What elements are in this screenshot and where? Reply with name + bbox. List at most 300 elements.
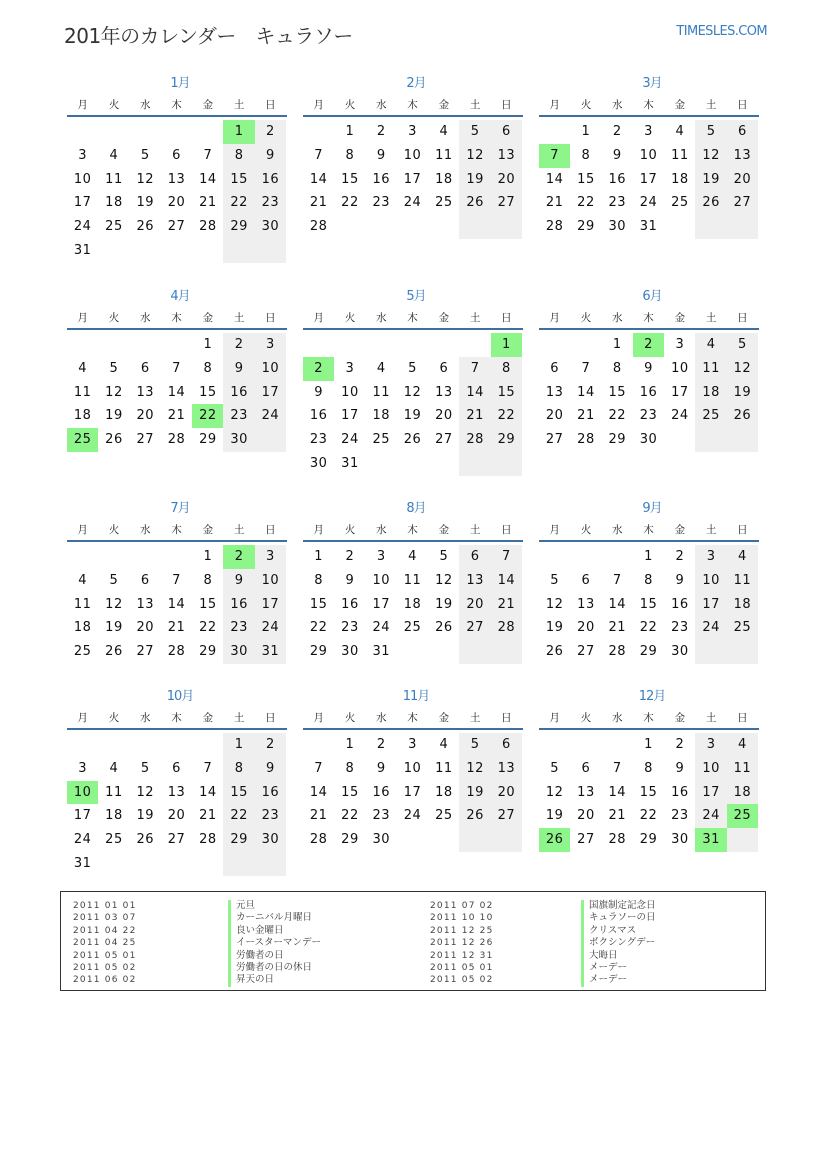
site-link[interactable]: TIMESLES.COM xyxy=(676,24,767,39)
day-cell: 28 xyxy=(309,832,328,848)
day-cell: 31 xyxy=(372,644,391,660)
weekday-label: 月 xyxy=(313,99,324,111)
month-title: 1月 xyxy=(170,76,190,91)
weekday-label: 木 xyxy=(407,712,418,724)
weekday-label: 月 xyxy=(77,524,88,536)
week-row xyxy=(303,120,525,144)
day-cell: 7 xyxy=(203,760,213,776)
day-cell: 16 xyxy=(255,168,286,192)
day-cell: 1 xyxy=(314,549,324,564)
week-row xyxy=(539,757,761,781)
empty-cell xyxy=(223,239,254,263)
day-cell: 27 xyxy=(459,616,490,640)
day-cell: 16 xyxy=(309,408,328,424)
day-cell: 21 xyxy=(199,808,217,824)
day-cell: 10 xyxy=(255,569,286,593)
day-cell: 2 xyxy=(223,333,254,357)
day-cell: 25 xyxy=(727,804,758,828)
day-cell: 30 xyxy=(639,432,658,448)
day-cell: 31 xyxy=(73,242,92,258)
weekday-label: 土 xyxy=(705,312,717,324)
weekday-label: 金 xyxy=(674,99,686,111)
day-cell: 31 xyxy=(73,855,92,871)
day-cell: 14 xyxy=(309,784,328,800)
empty-cell xyxy=(130,733,161,757)
day-cell: 6 xyxy=(459,545,490,569)
day-cell: 5 xyxy=(140,147,150,163)
day-cell: 12 xyxy=(545,784,564,800)
day-cell: 18 xyxy=(403,596,422,612)
week-row xyxy=(539,781,761,805)
header-rule xyxy=(303,115,523,117)
day-cell: 7 xyxy=(172,360,181,376)
day-cell: 15 xyxy=(223,168,254,192)
week-row xyxy=(539,191,761,215)
empty-cell xyxy=(223,852,254,876)
weekday-label: 火 xyxy=(580,312,592,324)
day-cell: 28 xyxy=(459,428,490,452)
week-row xyxy=(303,168,525,192)
day-cell: 11 xyxy=(105,784,123,800)
day-cell: 24 xyxy=(341,432,359,448)
day-cell: 8 xyxy=(581,147,591,163)
day-cell: 7 xyxy=(612,760,622,776)
weekday-label: 木 xyxy=(643,312,654,324)
weekday-label: 日 xyxy=(265,312,276,324)
day-cell: 3 xyxy=(408,737,417,752)
day-cell: 2 xyxy=(675,737,685,752)
day-cell: 1 xyxy=(203,337,213,352)
weekday-header xyxy=(67,708,289,728)
day-cell: 25 xyxy=(435,195,453,211)
empty-cell xyxy=(570,733,601,757)
day-cell: 26 xyxy=(545,644,564,660)
day-cell: 29 xyxy=(223,215,254,239)
weekday-label: 水 xyxy=(611,712,623,724)
day-cell: 12 xyxy=(136,784,155,800)
weekday-label: 水 xyxy=(611,312,623,324)
day-cell: 29 xyxy=(491,428,522,452)
day-cell: 26 xyxy=(105,644,123,660)
day-cell: 15 xyxy=(309,596,328,612)
empty-cell xyxy=(397,215,428,239)
day-cell: 3 xyxy=(376,549,386,564)
day-cell: 20 xyxy=(167,808,186,824)
day-cell: 2 xyxy=(376,124,386,139)
weekday-label: 日 xyxy=(265,524,276,536)
month-8 xyxy=(303,498,525,664)
day-cell: 23 xyxy=(341,620,359,636)
day-cell: 8 xyxy=(203,572,213,588)
holiday-date: 2011 12 31 xyxy=(430,950,494,961)
day-cell: 19 xyxy=(136,808,155,824)
empty-cell xyxy=(570,333,601,357)
day-cell: 18 xyxy=(727,781,758,805)
weekday-label: 月 xyxy=(77,99,88,111)
empty-cell xyxy=(67,733,98,757)
day-cell: 13 xyxy=(577,784,595,800)
day-cell: 1 xyxy=(612,337,622,352)
day-cell: 4 xyxy=(109,147,119,163)
day-cell: 2 xyxy=(612,124,622,139)
week-row xyxy=(67,569,289,593)
day-cell: 16 xyxy=(341,596,359,612)
weekday-label: 水 xyxy=(139,712,151,724)
empty-cell xyxy=(130,333,161,357)
week-row xyxy=(539,120,761,144)
day-cell: 12 xyxy=(105,596,123,612)
day-cell: 6 xyxy=(727,120,758,144)
day-cell: 26 xyxy=(136,219,155,235)
day-cell: 26 xyxy=(459,191,490,215)
week-row xyxy=(539,381,761,405)
week-row xyxy=(303,428,525,452)
empty-cell xyxy=(539,120,570,144)
header-rule xyxy=(539,728,759,730)
day-cell: 3 xyxy=(78,760,88,776)
weekday-label: 土 xyxy=(705,712,717,724)
week-row xyxy=(303,733,525,757)
holiday-date: 2011 01 01 xyxy=(73,901,137,911)
day-cell: 19 xyxy=(136,195,155,211)
day-cell: 30 xyxy=(309,455,328,471)
day-cell: 10 xyxy=(639,147,658,163)
empty-cell xyxy=(459,828,490,852)
day-cell: 11 xyxy=(435,147,453,163)
day-cell: 4 xyxy=(727,545,758,569)
empty-cell xyxy=(428,640,459,664)
holiday-date: 2011 05 02 xyxy=(430,975,494,986)
week-row xyxy=(303,593,525,617)
day-cell: 25 xyxy=(372,432,391,448)
day-cell: 17 xyxy=(73,808,92,824)
day-cell: 21 xyxy=(199,195,217,211)
empty-cell xyxy=(67,333,98,357)
day-cell: 17 xyxy=(255,381,286,405)
weekday-label: 土 xyxy=(705,99,717,111)
weekday-label: 日 xyxy=(737,99,748,111)
day-cell: 29 xyxy=(223,828,254,852)
header-rule xyxy=(539,328,759,330)
day-cell: 3 xyxy=(78,147,88,163)
holiday-list xyxy=(60,891,766,991)
day-cell: 15 xyxy=(491,381,522,405)
day-cell: 17 xyxy=(695,593,726,617)
day-cell: 10 xyxy=(255,357,286,381)
day-cell: 25 xyxy=(67,428,98,452)
day-cell: 1 xyxy=(644,737,653,752)
day-cell: 13 xyxy=(167,784,186,800)
weekday-label: 水 xyxy=(375,99,387,111)
weekday-label: 木 xyxy=(643,99,654,111)
weekday-label: 金 xyxy=(438,312,450,324)
weekday-label: 金 xyxy=(438,524,450,536)
weekday-label: 水 xyxy=(375,312,387,324)
holiday-date: 2011 10 10 xyxy=(430,913,494,924)
month-3 xyxy=(539,73,761,239)
empty-cell xyxy=(366,452,397,476)
day-cell: 3 xyxy=(695,545,726,569)
holiday-name: ボクシングデー xyxy=(581,937,655,950)
holiday-name: 昇天の日 xyxy=(228,974,274,987)
day-cell: 27 xyxy=(577,832,595,848)
day-cell: 18 xyxy=(105,195,123,211)
weekday-label: 木 xyxy=(407,312,418,324)
empty-cell xyxy=(192,120,223,144)
holiday-name: 大晦日 xyxy=(581,950,618,963)
day-cell: 10 xyxy=(67,781,98,805)
day-cell: 22 xyxy=(199,620,217,636)
empty-cell xyxy=(98,545,129,569)
empty-cell xyxy=(459,215,490,239)
weekday-label: 木 xyxy=(407,524,418,536)
day-cell: 30 xyxy=(671,832,689,848)
day-cell: 11 xyxy=(372,384,391,400)
header-rule xyxy=(303,728,523,730)
day-cell: 21 xyxy=(167,620,186,636)
day-cell: 20 xyxy=(727,168,758,192)
day-cell: 18 xyxy=(435,171,453,187)
weekday-header xyxy=(539,95,761,115)
week-row xyxy=(303,757,525,781)
day-cell: 4 xyxy=(78,572,88,588)
day-cell: 24 xyxy=(695,804,726,828)
day-cell: 31 xyxy=(695,828,726,852)
day-cell: 28 xyxy=(309,219,328,235)
day-cell: 17 xyxy=(403,784,422,800)
weekday-label: 日 xyxy=(737,312,748,324)
day-cell: 5 xyxy=(109,360,119,376)
day-cell: 4 xyxy=(376,360,386,376)
weekday-label: 金 xyxy=(202,99,214,111)
day-cell: 4 xyxy=(695,333,726,357)
empty-cell xyxy=(428,828,459,852)
day-cell: 8 xyxy=(314,572,324,588)
weekday-label: 木 xyxy=(643,712,654,724)
day-cell: 18 xyxy=(73,620,92,636)
holiday-date: 2011 12 26 xyxy=(430,938,494,949)
weekday-label: 火 xyxy=(344,99,356,111)
day-cell: 17 xyxy=(73,195,92,211)
day-cell: 9 xyxy=(612,147,622,163)
week-row xyxy=(303,616,525,640)
day-cell: 27 xyxy=(136,644,155,660)
holiday-date: 2011 03 07 xyxy=(73,913,137,924)
day-cell: 9 xyxy=(314,384,324,400)
day-cell: 28 xyxy=(545,219,564,235)
week-row xyxy=(303,144,525,168)
empty-cell xyxy=(695,640,726,664)
day-cell: 23 xyxy=(309,432,328,448)
day-cell: 24 xyxy=(73,219,92,235)
weekday-label: 月 xyxy=(549,524,560,536)
day-cell: 16 xyxy=(372,171,391,187)
month-title: 4月 xyxy=(170,289,190,304)
day-cell: 5 xyxy=(695,120,726,144)
weekday-label: 木 xyxy=(171,99,182,111)
week-row xyxy=(67,168,289,192)
empty-cell xyxy=(334,333,365,357)
day-cell: 2 xyxy=(345,549,355,564)
day-cell: 12 xyxy=(136,171,155,187)
weekday-label: 木 xyxy=(643,524,654,536)
day-cell: 17 xyxy=(671,384,689,400)
day-cell: 17 xyxy=(403,171,422,187)
day-cell: 7 xyxy=(459,357,490,381)
day-cell: 8 xyxy=(644,760,653,776)
day-cell: 3 xyxy=(695,733,726,757)
day-cell: 20 xyxy=(491,781,522,805)
day-cell: 4 xyxy=(78,360,88,376)
day-cell: 19 xyxy=(545,808,564,824)
empty-cell xyxy=(539,333,570,357)
day-cell: 20 xyxy=(435,408,453,424)
empty-cell xyxy=(255,428,286,452)
day-cell: 23 xyxy=(372,195,391,211)
day-cell: 22 xyxy=(341,808,359,824)
day-cell: 28 xyxy=(167,432,186,448)
day-cell: 5 xyxy=(727,333,758,357)
day-cell: 1 xyxy=(581,124,591,139)
day-cell: 7 xyxy=(581,360,591,376)
day-cell: 7 xyxy=(612,572,622,588)
weekday-label: 土 xyxy=(233,712,245,724)
day-cell: 14 xyxy=(199,171,217,187)
day-cell: 15 xyxy=(341,171,359,187)
day-cell: 22 xyxy=(577,195,595,211)
day-cell: 11 xyxy=(727,757,758,781)
empty-cell xyxy=(491,452,522,476)
day-cell: 27 xyxy=(136,432,155,448)
weekday-label: 月 xyxy=(549,712,560,724)
empty-cell xyxy=(491,640,522,664)
week-row xyxy=(539,804,761,828)
day-cell: 7 xyxy=(491,545,522,569)
holiday-name: クリスマス xyxy=(581,925,636,938)
day-cell: 14 xyxy=(577,384,595,400)
day-cell: 26 xyxy=(403,432,422,448)
day-cell: 13 xyxy=(459,569,490,593)
day-cell: 5 xyxy=(550,572,560,588)
day-cell: 2 xyxy=(675,549,685,564)
week-row xyxy=(67,852,289,876)
weekday-label: 金 xyxy=(674,312,686,324)
day-cell: 16 xyxy=(372,784,391,800)
holiday-date: 2011 06 02 xyxy=(73,975,137,986)
day-cell: 4 xyxy=(439,737,449,752)
day-cell: 12 xyxy=(459,757,490,781)
day-cell: 11 xyxy=(403,572,422,588)
day-cell: 13 xyxy=(435,384,453,400)
day-cell: 21 xyxy=(459,404,490,428)
holiday-date: 2011 05 01 xyxy=(430,963,494,973)
empty-cell xyxy=(366,333,397,357)
day-cell: 8 xyxy=(203,360,213,376)
day-cell: 28 xyxy=(491,616,522,640)
day-cell: 2 xyxy=(255,120,286,144)
day-cell: 24 xyxy=(403,808,422,824)
month-title: 8月 xyxy=(406,501,426,516)
day-cell: 22 xyxy=(223,804,254,828)
weekday-label: 水 xyxy=(375,524,387,536)
day-cell: 7 xyxy=(314,147,324,163)
holiday-date: 2011 04 22 xyxy=(73,925,137,936)
day-cell: 23 xyxy=(223,404,254,428)
week-row xyxy=(539,616,761,640)
weekday-label: 土 xyxy=(469,312,481,324)
weekday-label: 月 xyxy=(549,99,560,111)
header-rule xyxy=(539,115,759,117)
weekday-label: 火 xyxy=(108,712,120,724)
weekday-header xyxy=(67,520,289,540)
weekday-label: 金 xyxy=(202,524,214,536)
holiday-name: イースターマンデー xyxy=(228,937,321,950)
day-cell: 27 xyxy=(577,644,595,660)
day-cell: 9 xyxy=(345,572,355,588)
day-cell: 4 xyxy=(727,733,758,757)
day-cell: 16 xyxy=(671,596,689,612)
day-cell: 24 xyxy=(695,616,726,640)
weekday-label: 水 xyxy=(375,712,387,724)
day-cell: 23 xyxy=(671,808,689,824)
empty-cell xyxy=(491,215,522,239)
empty-cell xyxy=(98,239,129,263)
day-cell: 24 xyxy=(73,832,92,848)
weekday-header xyxy=(67,95,289,115)
header-rule xyxy=(67,540,287,542)
day-cell: 18 xyxy=(372,408,391,424)
empty-cell xyxy=(539,733,570,757)
day-cell: 23 xyxy=(608,195,627,211)
day-cell: 21 xyxy=(491,593,522,617)
week-row xyxy=(303,215,525,239)
day-cell: 1 xyxy=(203,549,213,564)
empty-cell xyxy=(428,452,459,476)
empty-cell xyxy=(192,239,223,263)
day-cell: 30 xyxy=(223,428,254,452)
day-cell: 1 xyxy=(644,549,653,564)
empty-cell xyxy=(192,733,223,757)
empty-cell xyxy=(459,333,490,357)
weekday-label: 水 xyxy=(611,524,623,536)
day-cell: 3 xyxy=(675,337,685,352)
day-cell: 25 xyxy=(105,219,123,235)
week-row xyxy=(303,404,525,428)
holiday-name: メーデー xyxy=(581,974,627,987)
day-cell: 19 xyxy=(105,620,123,636)
week-row xyxy=(539,168,761,192)
week-row xyxy=(67,828,289,852)
empty-cell xyxy=(727,428,758,452)
day-cell: 21 xyxy=(167,408,186,424)
day-cell: 31 xyxy=(255,640,286,664)
page-title: 201年のカレンダー キュラソー xyxy=(64,24,353,48)
day-cell: 22 xyxy=(223,191,254,215)
day-cell: 18 xyxy=(727,593,758,617)
week-row xyxy=(303,452,525,476)
month-1 xyxy=(67,73,289,263)
day-cell: 3 xyxy=(408,124,417,139)
day-cell: 14 xyxy=(545,171,564,187)
week-row xyxy=(67,545,289,569)
day-cell: 23 xyxy=(255,191,286,215)
day-cell: 17 xyxy=(255,593,286,617)
empty-cell xyxy=(98,852,129,876)
day-cell: 17 xyxy=(695,781,726,805)
day-cell: 26 xyxy=(435,620,453,636)
week-row xyxy=(67,640,289,664)
day-cell: 15 xyxy=(199,596,217,612)
